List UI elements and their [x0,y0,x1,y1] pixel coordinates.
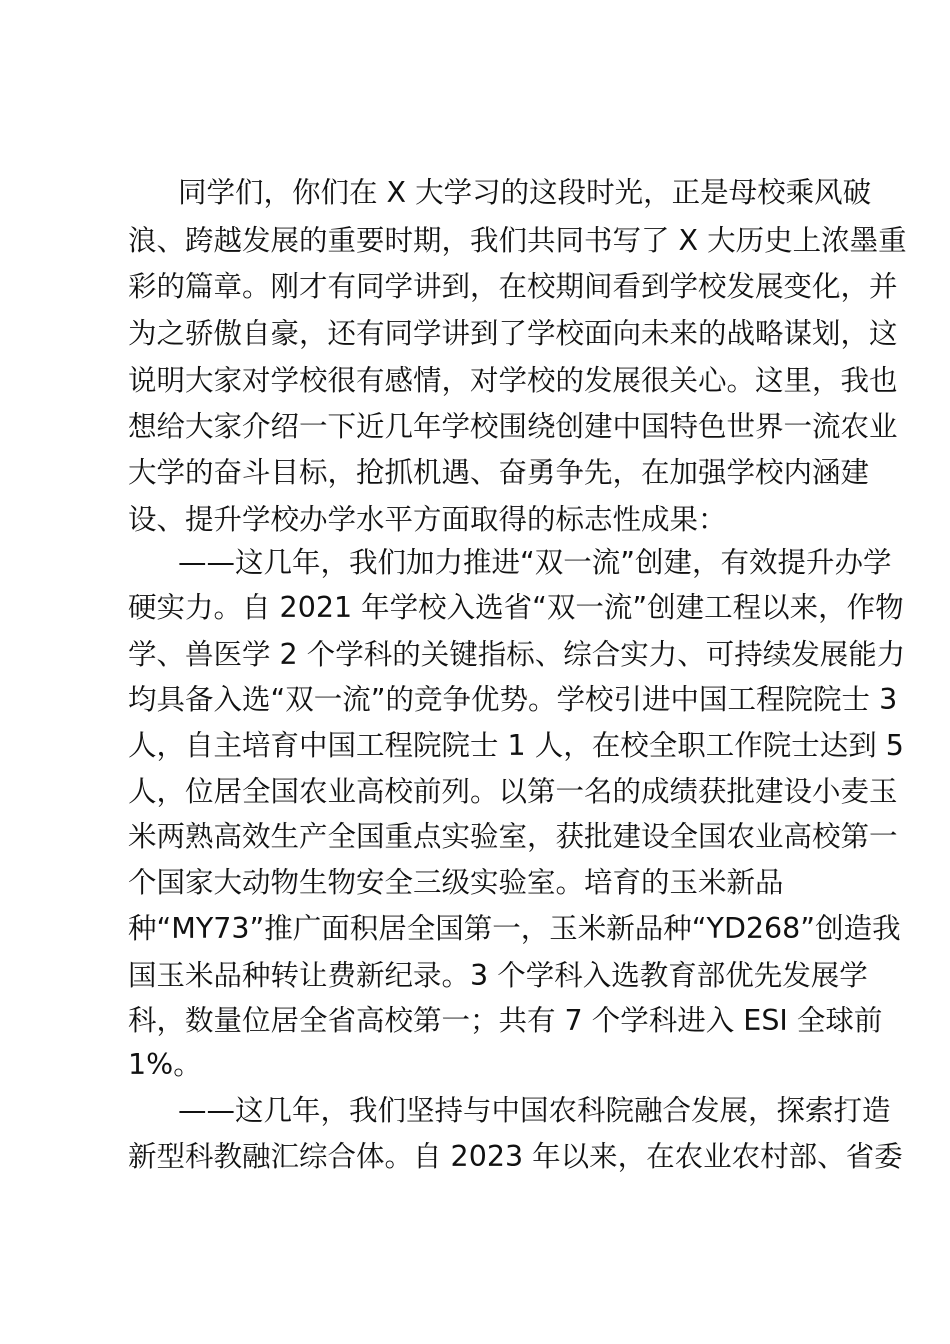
paragraph-line: 设、提升学校办学水平方面取得的标志性成果： [128,503,727,536]
paragraph-line: 学、兽医学 2 个学科的关键指标、综合实力、可持续发展能力 [128,638,906,671]
paragraph-line: 科，数量位居全省高校第一；共有 7 个学科进入 ESI 全球前 [128,1004,883,1037]
paragraph-line: 浪、跨越发展的重要时期，我们共同书写了 X 大历史上浓墨重 [128,224,907,257]
paragraph-line: 1%。 [128,1048,202,1081]
paragraph-line: 说明大家对学校很有感情，对学校的发展很关心。这里，我也 [128,364,898,397]
paragraph-line: 同学们，你们在 X 大学习的这段时光，正是母校乘风破 [178,176,872,209]
paragraph-line: 人，自主培育中国工程院院士 1 人，在校全职工作院士达到 5 [128,729,904,762]
paragraph-line: 想给大家介绍一下近几年学校围绕创建中国特色世界一流农业 [128,410,898,443]
paragraph-line: 种“MY73”推广面积居全国第一，玉米新品种“YD268”创造我 [128,912,901,945]
paragraph-line: 均具备入选“双一流”的竞争优势。学校引进中国工程院院士 3 [128,683,898,716]
paragraph-line: 为之骄傲自豪，还有同学讲到了学校面向未来的战略谋划，这 [128,317,898,350]
paragraph-line: 个国家大动物生物安全三级实验室。培育的玉米新品 [128,866,784,899]
paragraph-line: 米两熟高效生产全国重点实验室，获批建设全国农业高校第一 [128,820,898,853]
paragraph-line: 彩的篇章。刚才有同学讲到，在校期间看到学校发展变化，并 [128,270,898,303]
paragraph-line: 人，位居全国农业高校前列。以第一名的成绩获批建设小麦玉 [128,775,898,808]
paragraph-line: 新型科教融汇综合体。自 2023 年以来，在农业农村部、省委 [128,1140,903,1173]
paragraph-line: 硬实力。自 2021 年学校入选省“双一流”创建工程以来，作物 [128,591,904,624]
paragraph-line: 大学的奋斗目标，抢抓机遇、奋勇争先，在加强学校内涵建 [128,456,870,489]
paragraph-line: 国玉米品种转让费新纪录。3 个学科入选教育部优先发展学 [128,959,868,992]
paragraph-line: ——这几年，我们加力推进“双一流”创建，有效提升办学 [178,546,892,579]
paragraph-line: ——这几年，我们坚持与中国农科院融合发展，探索打造 [178,1094,891,1127]
